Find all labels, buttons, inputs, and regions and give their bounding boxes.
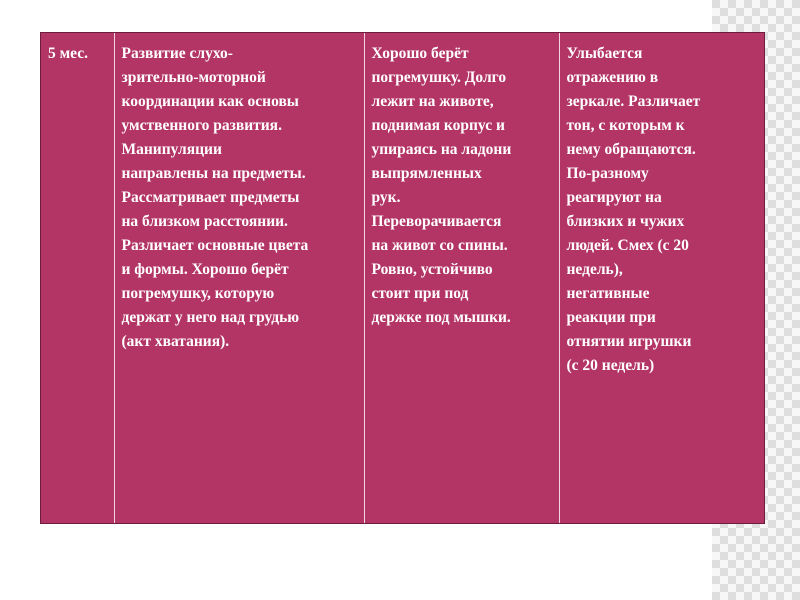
cognitive-development-cell (114, 33, 364, 523)
age-text: 5 мес. (48, 45, 89, 62)
cognitive-development-text: Развитие слухо- зрительно-моторной координации как основы умственного развития. Манипуляции направлены на предметы. Рассматривает предметы на близком расстоянии. Различает основные цвета и формы. Хорошо берёт погремушку, которую держат у него над грудью (акт хватания). (121, 45, 309, 350)
social-development-cell (559, 33, 764, 523)
table-row (41, 33, 764, 523)
age-cell (41, 33, 114, 523)
motor-development-text: Хорошо берёт погремушку. Долго лежит на животе, поднимая корпус и упираясь на ладони выпрямленных рук. Переворачивается на живот со спины. Ровно, устойчиво стоит при под держке под мышки. (371, 45, 512, 326)
motor-development-cell (364, 33, 559, 523)
development-table (40, 32, 765, 524)
social-development-text: Улыбается отражению в зеркале. Различает тон, с которым к нему обращаются. По-разному реагируют на близких и чужих людей. Смех (с 20 недель), негативные реакции при отнятии игрушки (с 20 недель) (566, 45, 701, 374)
development-table-grid (41, 33, 764, 523)
